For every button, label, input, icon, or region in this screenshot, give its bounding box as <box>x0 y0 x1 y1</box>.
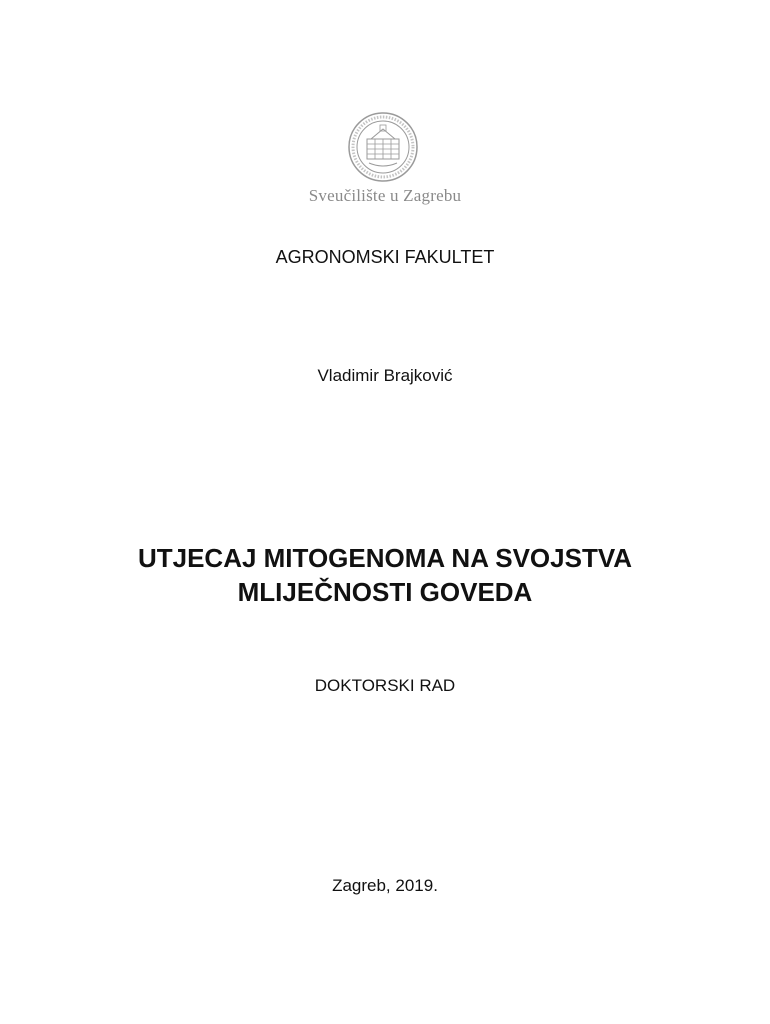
thesis-title-line-1: UTJECAJ MITOGENOMA NA SVOJSTVA <box>137 543 633 573</box>
university-name: Sveučilište u Zagrebu <box>308 186 462 205</box>
place-and-year: Zagreb, 2019. <box>332 876 438 895</box>
university-seal-icon <box>347 111 419 183</box>
thesis-title <box>0 541 770 609</box>
thesis-type: DOKTORSKI RAD <box>314 676 456 695</box>
thesis-title-line-2: MLIJEČNOSTI GOVEDA <box>237 577 533 607</box>
faculty-name: AGRONOMSKI FAKULTET <box>275 247 495 267</box>
author-name: Vladimir Brajković <box>317 366 453 385</box>
